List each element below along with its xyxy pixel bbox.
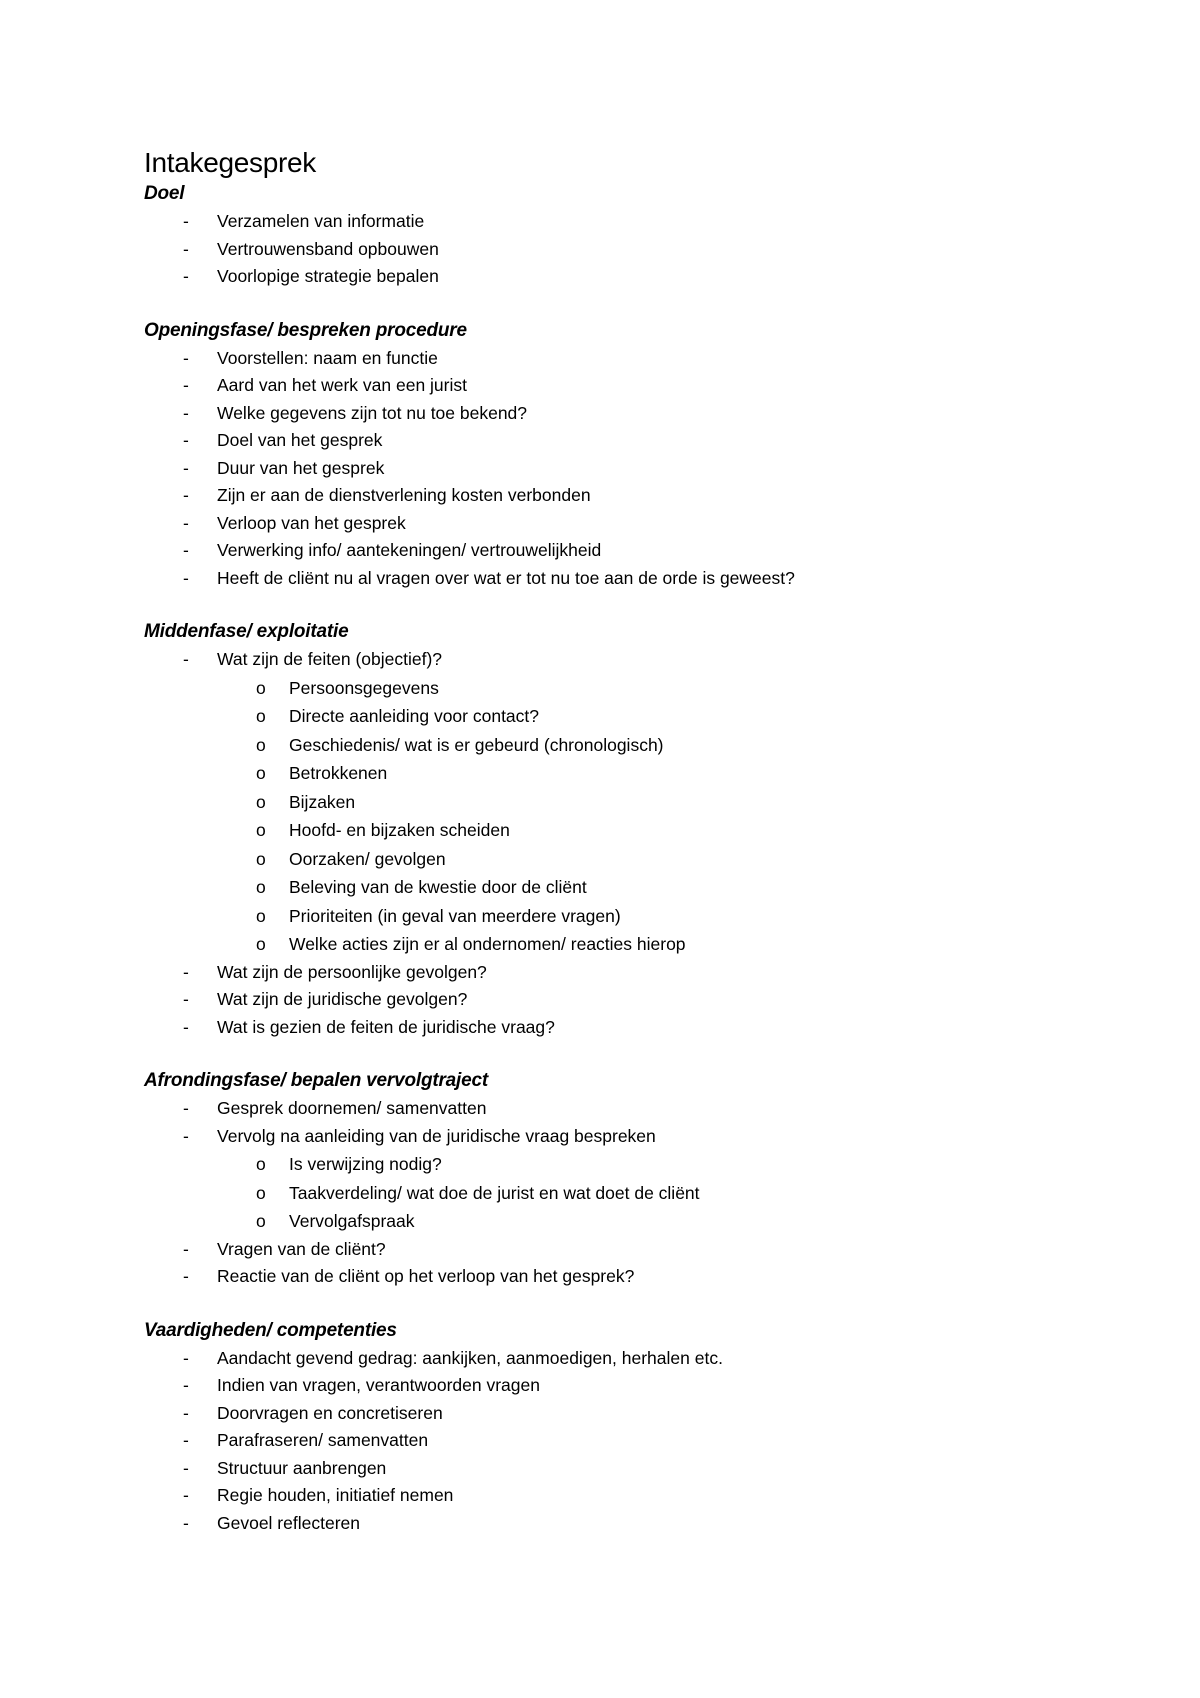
circle-bullet: o <box>256 706 266 726</box>
list-item <box>144 1400 1084 1428</box>
sub-list-item-row <box>144 674 1084 703</box>
circle-bullet: o <box>256 934 266 954</box>
dash-bullet: - <box>183 211 189 231</box>
circle-bullet: o <box>256 905 266 926</box>
section-heading: Openingsfase/ bespreken procedure <box>144 319 467 341</box>
dash-bullet: - <box>183 1266 189 1286</box>
document-title: Intakegesprek <box>144 147 316 178</box>
list-item-row <box>144 236 1084 264</box>
dash-bullet: - <box>183 402 189 423</box>
list-item-text: Duur van het gesprek <box>217 457 385 478</box>
sub-list-item-row <box>144 1207 1084 1236</box>
list-item-row <box>144 372 1084 400</box>
circle-bullet: o <box>256 677 266 698</box>
list-item-row <box>144 1427 1084 1455</box>
dash-bullet: - <box>183 1457 189 1478</box>
circle-bullet: o <box>256 1211 266 1231</box>
list-item-row <box>144 400 1084 428</box>
sub-list-item <box>144 873 1084 902</box>
list-item-text: Regie houden, initiatief nemen <box>217 1485 454 1505</box>
list-item-text: Doorvragen en concretiseren <box>217 1402 443 1423</box>
list-item <box>144 455 1084 483</box>
list-item-text: Aandacht gevend gedrag: aankijken, aanmoedigen, herhalen etc. <box>217 1347 723 1368</box>
section <box>144 317 1084 593</box>
dash-bullet: - <box>183 1347 189 1368</box>
dash-bullet: - <box>183 1512 189 1533</box>
list-item-text: Vertrouwensband opbouwen <box>217 238 439 259</box>
dash-bullet: - <box>183 430 189 450</box>
list-item-text: Zijn er aan de dienstverlening kosten verbonden <box>217 485 591 505</box>
list-item-text: Wat zijn de juridische gevolgen? <box>217 989 468 1009</box>
sub-list-item <box>144 1179 1084 1208</box>
dash-bullet: - <box>183 1402 189 1423</box>
list-item-row <box>144 482 1084 510</box>
sub-list-item-text: Oorzaken/ gevolgen <box>289 848 446 869</box>
sub-list-item-text: Betrokkenen <box>289 763 388 783</box>
list-item-row <box>144 1345 1084 1373</box>
list-item-text: Welke gegevens zijn tot nu toe bekend? <box>217 402 528 423</box>
list-item-row <box>144 959 1084 987</box>
sub-list-item-text: Welke acties zijn er al ondernomen/ reacties hierop <box>289 934 686 954</box>
sub-list-item-text: Persoonsgegevens <box>289 677 439 698</box>
sub-list-item <box>144 930 1084 959</box>
sub-list-item-text: Is verwijzing nodig? <box>289 1154 442 1174</box>
bullet-list <box>144 345 1084 593</box>
list-item <box>144 1455 1084 1483</box>
bullet-list <box>144 1095 1084 1291</box>
list-item-row <box>144 1372 1084 1400</box>
list-item-text: Heeft de cliënt nu al vragen over wat er tot nu toe aan de orde is geweest? <box>217 567 795 588</box>
sub-list-item <box>144 1150 1084 1179</box>
list-item-text: Wat zijn de persoonlijke gevolgen? <box>217 961 487 982</box>
sub-list-item <box>144 674 1084 703</box>
list-item-row <box>144 1510 1084 1538</box>
list-item-text: Reactie van de cliënt op het verloop van het gesprek? <box>217 1266 635 1286</box>
circle-bullet: o <box>256 848 266 869</box>
list-item-text: Vervolg na aanleiding van de juridische vraag bespreken <box>217 1125 656 1146</box>
list-item-text: Aard van het werk van een jurist <box>217 375 467 395</box>
dash-bullet: - <box>183 485 189 505</box>
dash-bullet: - <box>183 961 189 982</box>
list-item-row <box>144 986 1084 1014</box>
list-item <box>144 510 1084 538</box>
sub-bullet-list <box>144 1150 1084 1236</box>
sub-list-item-row <box>144 788 1084 817</box>
sub-list-item-row <box>144 731 1084 760</box>
list-item-row <box>144 1095 1084 1123</box>
list-item <box>144 986 1084 1014</box>
list-item-text: Vragen van de cliënt? <box>217 1238 386 1259</box>
sub-list-item-row <box>144 902 1084 931</box>
dash-bullet: - <box>183 1098 189 1118</box>
list-item-row <box>144 1455 1084 1483</box>
list-item-text: Gevoel reflecteren <box>217 1512 360 1533</box>
section-heading: Afrondingsfase/ bepalen vervolgtraject <box>144 1070 488 1091</box>
list-item <box>144 400 1084 428</box>
section <box>144 1317 1084 1538</box>
sub-list-item <box>144 731 1084 760</box>
dash-bullet: - <box>183 1016 189 1037</box>
list-item-row <box>144 1014 1084 1042</box>
dash-bullet: - <box>183 1125 189 1146</box>
list-item-text: Voorstellen: naam en functie <box>217 347 438 368</box>
dash-bullet: - <box>183 457 189 478</box>
sub-list-item-row <box>144 873 1084 902</box>
sub-list-item-text: Vervolgafspraak <box>289 1211 415 1231</box>
sub-list-item-row <box>144 1179 1084 1208</box>
list-item-text: Parafraseren/ samenvatten <box>217 1430 429 1450</box>
sub-list-item-row <box>144 845 1084 874</box>
dash-bullet: - <box>183 1375 189 1395</box>
dash-bullet: - <box>183 567 189 588</box>
bullet-list <box>144 208 1084 291</box>
list-item <box>144 1014 1084 1042</box>
sub-list-item-text: Beleving van de kwestie door de cliënt <box>289 877 587 897</box>
section <box>144 180 1084 291</box>
dash-bullet: - <box>183 347 189 368</box>
document-page <box>144 146 1084 1537</box>
list-item <box>144 1345 1084 1373</box>
list-item <box>144 427 1084 455</box>
sub-list-item-row <box>144 930 1084 959</box>
dash-bullet: - <box>183 649 189 669</box>
list-item <box>144 208 1084 236</box>
list-item-text: Verzamelen van informatie <box>217 211 425 231</box>
sections-container <box>144 180 1084 1537</box>
sub-list-item-text: Geschiedenis/ wat is er gebeurd (chronologisch) <box>289 734 664 755</box>
sub-bullet-list <box>144 674 1084 959</box>
sub-list-item-text: Bijzaken <box>289 791 356 812</box>
list-item-text: Gesprek doornemen/ samenvatten <box>217 1098 487 1118</box>
sub-list-item <box>144 902 1084 931</box>
list-item <box>144 646 1084 959</box>
sub-list-item-text: Prioriteiten (in geval van meerdere vragen) <box>289 905 621 926</box>
list-item-text: Indien van vragen, verantwoorden vragen <box>217 1375 540 1395</box>
list-item-text: Wat is gezien de feiten de juridische vraag? <box>217 1016 555 1037</box>
sub-list-item-text: Hoofd- en bijzaken scheiden <box>289 820 510 840</box>
section <box>144 1067 1084 1291</box>
list-item-row <box>144 1482 1084 1510</box>
list-item-row <box>144 1123 1084 1151</box>
bullet-list <box>144 646 1084 1041</box>
list-item-row <box>144 455 1084 483</box>
circle-bullet: o <box>256 763 266 783</box>
circle-bullet: o <box>256 1182 266 1203</box>
section-heading: Middenfase/ exploitatie <box>144 621 349 642</box>
list-item-text: Verwerking info/ aantekeningen/ vertrouwelijkheid <box>217 540 602 560</box>
list-item-row <box>144 537 1084 565</box>
list-item-row <box>144 1400 1084 1428</box>
list-item-row <box>144 646 1084 674</box>
sub-list-item <box>144 759 1084 788</box>
list-item-row <box>144 263 1084 291</box>
list-item-row <box>144 427 1084 455</box>
list-item-row <box>144 208 1084 236</box>
sub-list-item <box>144 845 1084 874</box>
dash-bullet: - <box>183 512 189 533</box>
dash-bullet: - <box>183 1430 189 1450</box>
list-item-row <box>144 345 1084 373</box>
list-item <box>144 372 1084 400</box>
dash-bullet: - <box>183 266 189 286</box>
list-item <box>144 1236 1084 1264</box>
dash-bullet: - <box>183 1485 189 1505</box>
list-item-row <box>144 510 1084 538</box>
dash-bullet: - <box>183 1238 189 1259</box>
list-item <box>144 537 1084 565</box>
list-item <box>144 1372 1084 1400</box>
sub-list-item-row <box>144 1150 1084 1179</box>
sub-list-item <box>144 816 1084 845</box>
bullet-list <box>144 1345 1084 1538</box>
list-item <box>144 1263 1084 1291</box>
sub-list-item-text: Directe aanleiding voor contact? <box>289 706 540 726</box>
circle-bullet: o <box>256 734 266 755</box>
list-item-text: Voorlopige strategie bepalen <box>217 266 439 286</box>
sub-list-item-row <box>144 759 1084 788</box>
circle-bullet: o <box>256 877 266 897</box>
sub-list-item-row <box>144 702 1084 731</box>
list-item <box>144 1427 1084 1455</box>
sub-list-item-row <box>144 816 1084 845</box>
sub-list-item-text: Taakverdeling/ wat doe de jurist en wat doet de cliënt <box>289 1182 700 1203</box>
dash-bullet: - <box>183 540 189 560</box>
list-item-text: Structuur aanbrengen <box>217 1457 387 1478</box>
dash-bullet: - <box>183 989 189 1009</box>
sub-list-item <box>144 788 1084 817</box>
list-item <box>144 263 1084 291</box>
list-item <box>144 1123 1084 1236</box>
list-item <box>144 236 1084 264</box>
list-item-row <box>144 565 1084 593</box>
list-item <box>144 565 1084 593</box>
list-item <box>144 1510 1084 1538</box>
list-item <box>144 1095 1084 1123</box>
list-item-row <box>144 1263 1084 1291</box>
list-item-text: Wat zijn de feiten (objectief)? <box>217 649 443 669</box>
section-heading: Doel <box>144 183 185 204</box>
list-item <box>144 1482 1084 1510</box>
circle-bullet: o <box>256 791 266 812</box>
section <box>144 618 1084 1041</box>
list-item-text: Doel van het gesprek <box>217 430 383 450</box>
list-item-text: Verloop van het gesprek <box>217 512 406 533</box>
sub-list-item <box>144 1207 1084 1236</box>
circle-bullet: o <box>256 1154 266 1174</box>
section-heading: Vaardigheden/ competenties <box>144 1319 397 1341</box>
list-item <box>144 959 1084 987</box>
list-item-row <box>144 1236 1084 1264</box>
dash-bullet: - <box>183 238 189 259</box>
circle-bullet: o <box>256 820 266 840</box>
dash-bullet: - <box>183 375 189 395</box>
sub-list-item <box>144 702 1084 731</box>
list-item <box>144 482 1084 510</box>
list-item <box>144 345 1084 373</box>
